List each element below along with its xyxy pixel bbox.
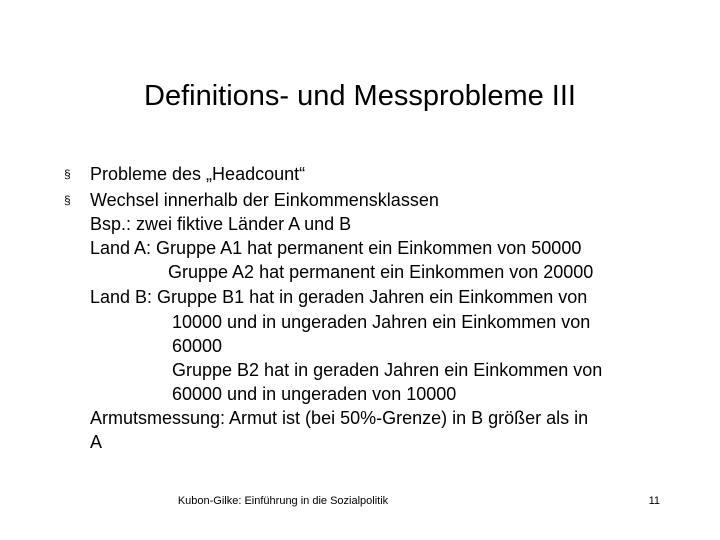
detail-line: Land A: Gruppe A1 hat permanent ein Einkommen von 50000	[90, 238, 582, 258]
detail-line: Bsp.: zwei fiktive Länder A und B	[90, 214, 352, 234]
detail-line: 10000 und in ungeraden Jahren ein Einkommen von	[172, 312, 591, 332]
bullet-item: Wechsel innerhalb der Einkommensklassen	[90, 190, 439, 210]
slide-title: Definitions- und Messprobleme III	[144, 80, 576, 112]
detail-line: 60000	[172, 336, 223, 356]
detail-line: Gruppe A2 hat permanent ein Einkommen von 20000	[168, 262, 594, 282]
bullet-item: Probleme des „Headcount“	[90, 164, 306, 184]
detail-line: Land B: Gruppe B1 hat in geraden Jahren ein Einkommen von	[90, 287, 588, 307]
bullet-marker: §	[64, 167, 71, 181]
page-number: 11	[648, 495, 660, 507]
detail-line: A	[90, 432, 103, 452]
detail-line: Armutsmessung: Armut ist (bei 50%-Grenze) in B größer als in	[90, 408, 589, 428]
detail-line: 60000 und in ungeraden von 10000	[172, 384, 457, 404]
bullet-marker: §	[64, 193, 71, 207]
detail-line: Gruppe B2 hat in geraden Jahren ein Einkommen von	[172, 360, 603, 380]
footer-source: Kubon-Gilke: Einführung in die Sozialpolitik	[177, 495, 389, 507]
